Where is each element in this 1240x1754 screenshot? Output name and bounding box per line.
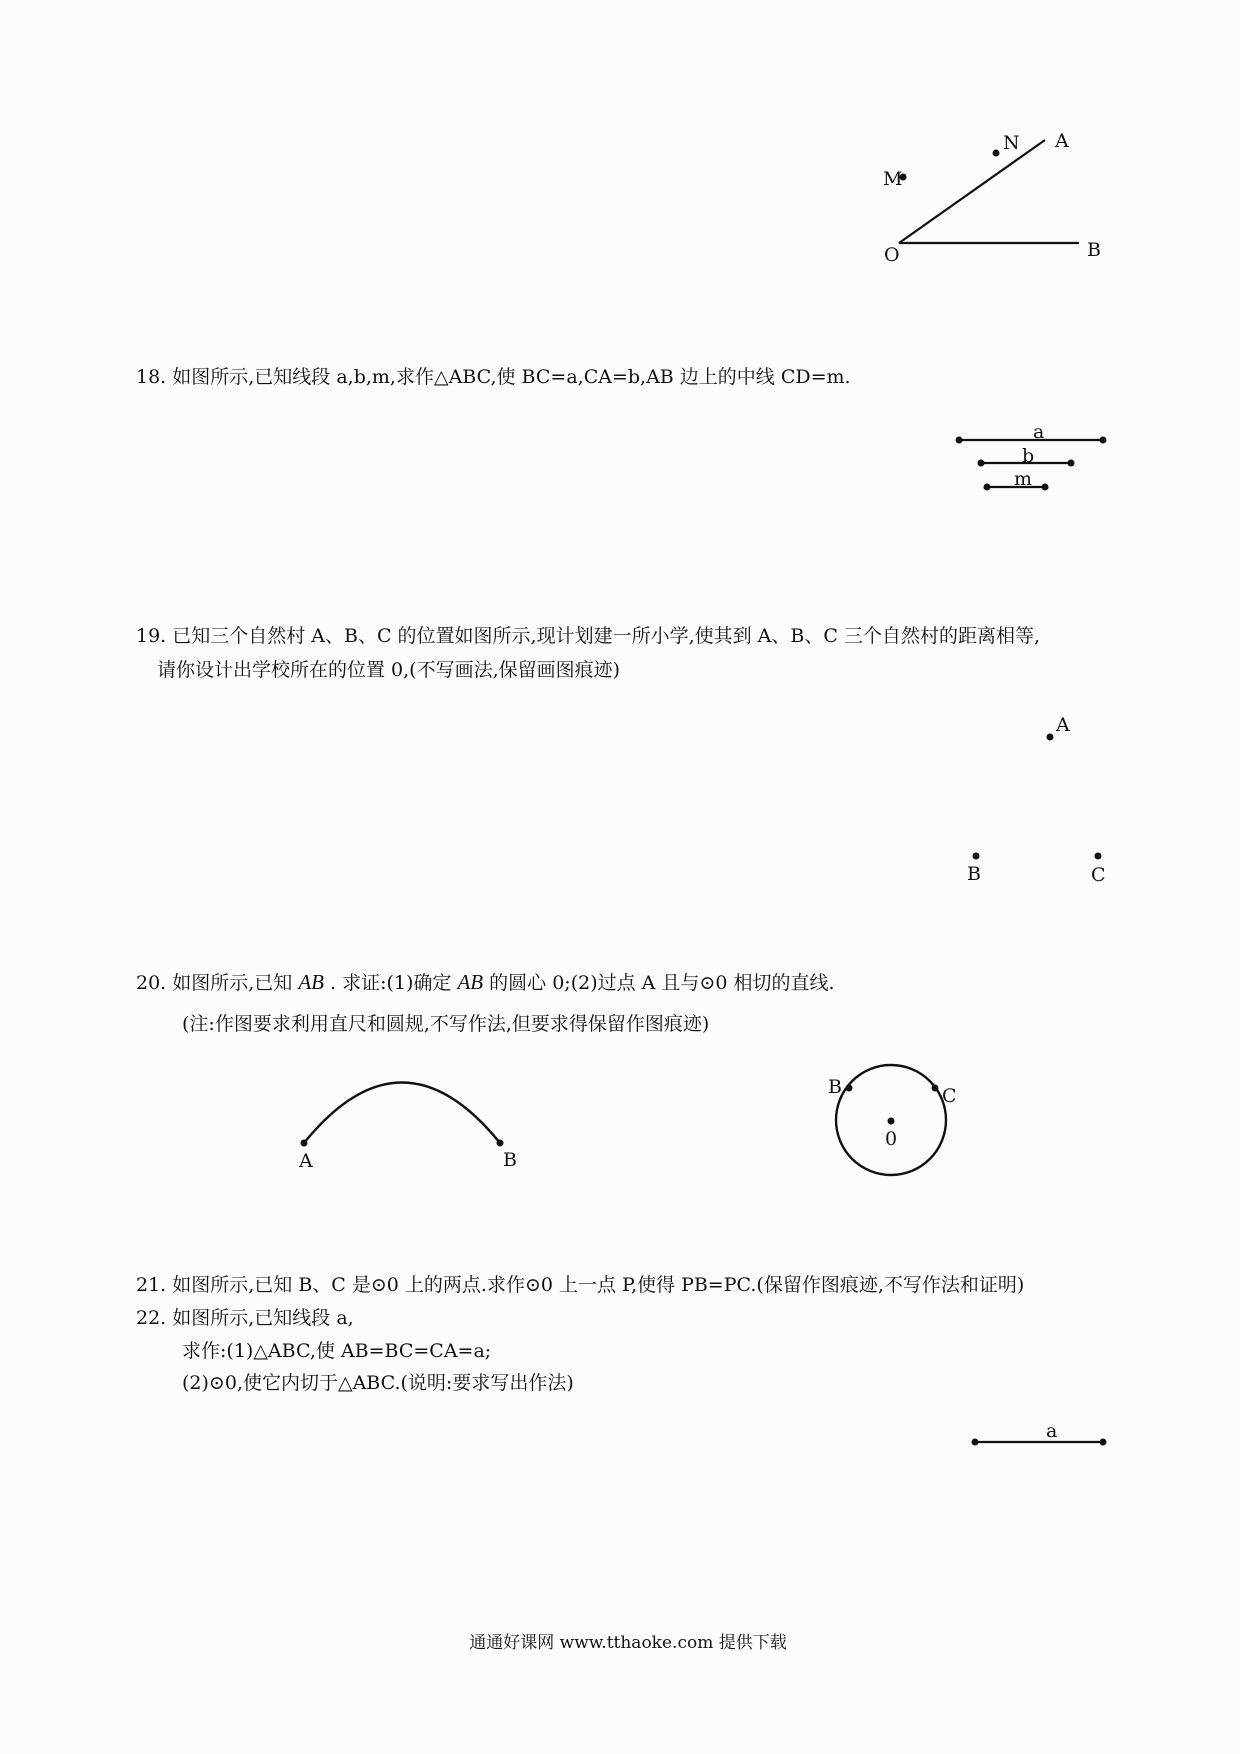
label-arc-b: B [503, 1149, 517, 1171]
question-22-line-1: 22. 如图所示,已知线段 a, [136, 1307, 354, 1329]
label-a: A [1055, 130, 1069, 152]
figure-circle-o [828, 1065, 957, 1175]
question-19-line-1: 19. 已知三个自然村 A、B、C 的位置如图所示,现计划建一所小学,使其到 A、B、C 三个自然村的距离相等, [136, 625, 1040, 647]
label-village-b: B [967, 863, 981, 885]
question-20-part-2: . 求证:(1)确定 [324, 972, 458, 994]
segment-m-end [1042, 484, 1049, 491]
label-segment-m: m [1014, 468, 1033, 490]
segment-a-q22-start [972, 1439, 979, 1446]
segment-b-start [978, 460, 985, 467]
arc-point-b [497, 1140, 504, 1147]
segment-a-end [1100, 437, 1107, 444]
figure-arc-ab [298, 1083, 517, 1173]
label-segment-a-q22: a [1046, 1420, 1058, 1442]
label-segment-a: a [1033, 421, 1045, 443]
label-o: O [884, 244, 900, 266]
label-m: M [883, 168, 903, 190]
arc-ab-symbol-2: AB [457, 970, 484, 994]
label-circle-c: C [942, 1085, 957, 1107]
point-village-b [973, 853, 980, 860]
figure-segment-a [972, 1420, 1107, 1446]
arc-point-a [301, 1140, 308, 1147]
question-22-line-3: (2)⊙0,使它内切于△ABC.(说明:要求写出作法) [182, 1372, 574, 1394]
question-19-line-2: 请你设计出学校所在的位置 0,(不写画法,保留画图痕迹) [157, 659, 621, 681]
label-village-c: C [1091, 864, 1106, 886]
ray-oa [899, 140, 1045, 243]
circle-point-c [932, 1085, 939, 1092]
figure-angle-aob [883, 130, 1101, 266]
question-20-note: (注:作图要求利用直尺和圆规,不写作法,但要求得保留作图痕迹) [182, 1013, 710, 1035]
label-arc-a: A [299, 1150, 313, 1172]
segment-a-start [956, 437, 963, 444]
label-circle-b: B [828, 1076, 842, 1098]
arc-ab-symbol-1: AB [298, 970, 324, 994]
question-21: 21. 如图所示,已知 B、C 是⊙0 上的两点.求作⊙0 上一点 P,使得 PB=PC.(保留作图痕迹,不写作法和证明) [136, 1274, 1025, 1296]
question-18: 18. 如图所示,已知线段 a,b,m,求作△ABC,使 BC=a,CA=b,AB 边上的中线 CD=m. [136, 366, 851, 388]
segment-m-start [984, 484, 991, 491]
arc-ab [304, 1083, 500, 1144]
label-segment-b: b [1022, 445, 1035, 467]
point-village-a [1047, 734, 1054, 741]
point-n [993, 150, 1000, 157]
point-village-c [1095, 853, 1102, 860]
segment-b-end [1068, 460, 1075, 467]
label-village-a: A [1056, 714, 1070, 736]
circle-point-b [846, 1085, 853, 1092]
label-circle-o: 0 [885, 1128, 898, 1150]
label-b: B [1087, 239, 1101, 261]
question-20-part-1: 20. 如图所示,已知 [136, 972, 299, 994]
question-20-part-3: 的圆心 0;(2)过点 A 且与⊙0 相切的直线. [483, 972, 835, 994]
segment-a-q22-end [1100, 1439, 1107, 1446]
figure-villages [967, 714, 1106, 886]
figure-segments-abm [956, 421, 1107, 491]
footer-source: 通通好课网 www.tthaoke.com 提供下载 [469, 1633, 787, 1653]
label-n: N [1003, 132, 1020, 154]
question-22-line-2: 求作:(1)△ABC,使 AB=BC=CA=a; [182, 1340, 492, 1362]
center-o [888, 1118, 895, 1125]
